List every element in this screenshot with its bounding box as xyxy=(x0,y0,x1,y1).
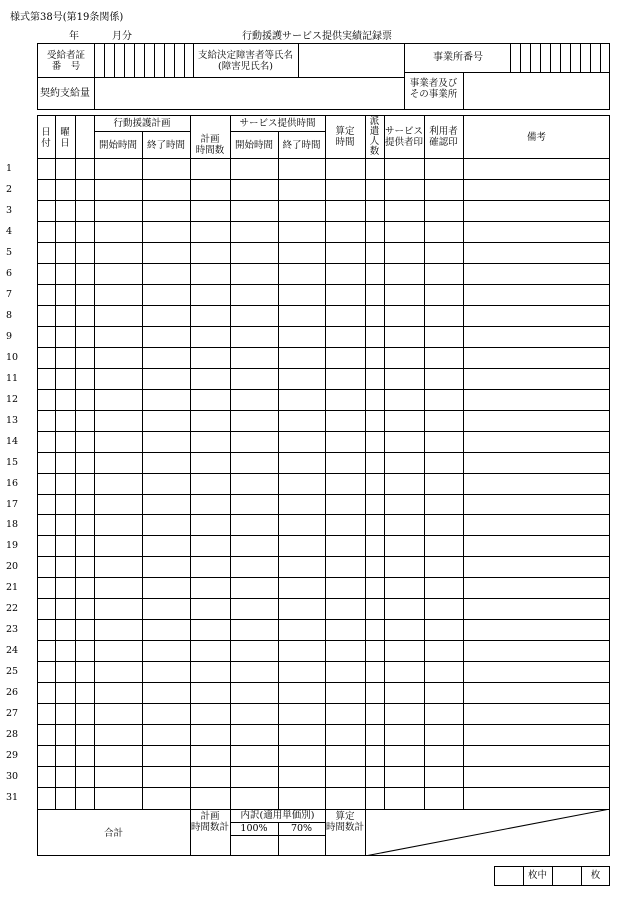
form-id: 様式第38号(第19条関係) xyxy=(10,12,124,23)
row-number: 31 xyxy=(6,792,19,804)
col-calc-hours: 算定 時間 xyxy=(335,126,355,148)
row-number: 30 xyxy=(6,771,19,783)
row-number: 18 xyxy=(6,519,19,531)
col-date: 日 付 xyxy=(41,127,51,149)
table-row xyxy=(37,368,610,369)
row-number: 5 xyxy=(6,246,13,258)
total-diagonal xyxy=(365,809,610,856)
row-number: 14 xyxy=(6,435,19,447)
row-number: 9 xyxy=(6,330,13,342)
row-number: 21 xyxy=(6,582,19,594)
table-row xyxy=(37,514,610,515)
col-service-end: 終了時間 xyxy=(282,140,321,151)
table-row xyxy=(37,494,610,495)
table-row xyxy=(37,787,610,788)
table-row xyxy=(37,598,610,599)
page-counter-sheet: 枚 xyxy=(590,870,601,881)
row-number: 2 xyxy=(6,183,13,195)
table-row xyxy=(37,661,610,662)
table-row xyxy=(37,326,610,327)
page-title: 行動援護サービス提供実績記録票 xyxy=(242,31,392,42)
col-service-start: 開始時間 xyxy=(234,140,273,151)
table-row xyxy=(37,221,610,222)
row-number: 27 xyxy=(6,708,19,720)
table-row xyxy=(37,431,610,432)
row-number: 13 xyxy=(6,414,19,426)
col-weekday: 曜 日 xyxy=(60,127,70,149)
row-number: 25 xyxy=(6,666,19,678)
table-row xyxy=(37,242,610,243)
row-number: 26 xyxy=(6,687,19,699)
table-row xyxy=(37,200,610,201)
row-number: 22 xyxy=(6,603,19,615)
year-label: 年 xyxy=(69,31,79,42)
row-number: 16 xyxy=(6,477,19,489)
table-row xyxy=(37,556,610,557)
office-no-label: 事業所番号 xyxy=(433,52,483,63)
col-remarks: 備考 xyxy=(526,132,546,143)
table-row xyxy=(37,766,610,767)
decision-name-label: 支給決定障害者等氏名 (障害児氏名) xyxy=(197,50,293,72)
footer-total: 合計 xyxy=(103,828,123,839)
row-number: 23 xyxy=(6,624,19,636)
footer-rate-70: 70% xyxy=(290,823,313,834)
table-row xyxy=(37,724,610,725)
row-number: 8 xyxy=(6,309,13,321)
contract-label: 契約支給量 xyxy=(40,88,90,99)
row-number: 10 xyxy=(6,351,19,363)
table-row xyxy=(37,389,610,390)
row-number: 24 xyxy=(6,645,19,657)
row-number: 6 xyxy=(6,267,13,279)
table-row xyxy=(37,745,610,746)
page-counter-of: 枚中 xyxy=(527,870,547,881)
row-number: 20 xyxy=(6,561,19,573)
footer-plan-hours: 計画 時間数計 xyxy=(190,811,229,833)
provider-label: 事業者及び その事業所 xyxy=(409,78,458,100)
footer-breakdown: 内訳(適用単価別) xyxy=(240,810,315,821)
table-row xyxy=(37,703,610,704)
table-row xyxy=(37,347,610,348)
row-number: 19 xyxy=(6,540,19,552)
col-plan-end: 終了時間 xyxy=(146,140,185,151)
col-plan-hours: 計画 時間数 xyxy=(195,134,225,156)
row-number: 11 xyxy=(6,372,19,384)
table-row xyxy=(37,535,610,536)
table-row xyxy=(37,640,610,641)
col-dispatch: 派 遣 人 数 xyxy=(369,116,380,157)
row-number: 4 xyxy=(6,225,13,237)
row-number: 7 xyxy=(6,288,13,300)
table-row xyxy=(37,284,610,285)
recipient-no-label: 受給者証 番 号 xyxy=(46,50,85,72)
col-plan-group: 行動援護計画 xyxy=(113,118,171,129)
footer-rate-100: 100% xyxy=(240,823,268,834)
month-label: 月分 xyxy=(112,31,132,42)
col-service-group: サービス提供時間 xyxy=(239,118,316,129)
table-row xyxy=(37,263,610,264)
col-plan-start: 開始時間 xyxy=(98,140,137,151)
row-number: 17 xyxy=(6,498,19,510)
table-row xyxy=(37,410,610,411)
col-user-seal: 利用者 確認印 xyxy=(429,126,458,148)
table-row xyxy=(37,577,610,578)
row-number: 15 xyxy=(6,456,19,468)
footer-calc-hours: 算定 時間数計 xyxy=(325,811,364,833)
row-number: 29 xyxy=(6,750,19,762)
row-number: 12 xyxy=(6,393,19,405)
table-row xyxy=(37,305,610,306)
table-row xyxy=(37,452,610,453)
table-row xyxy=(37,682,610,683)
col-provider-seal: サービス 提供者印 xyxy=(384,126,423,148)
row-number: 1 xyxy=(6,163,13,174)
table-row xyxy=(37,473,610,474)
table-row xyxy=(37,619,610,620)
row-number: 3 xyxy=(6,204,13,216)
table-row xyxy=(37,179,610,180)
row-number: 28 xyxy=(6,729,19,741)
